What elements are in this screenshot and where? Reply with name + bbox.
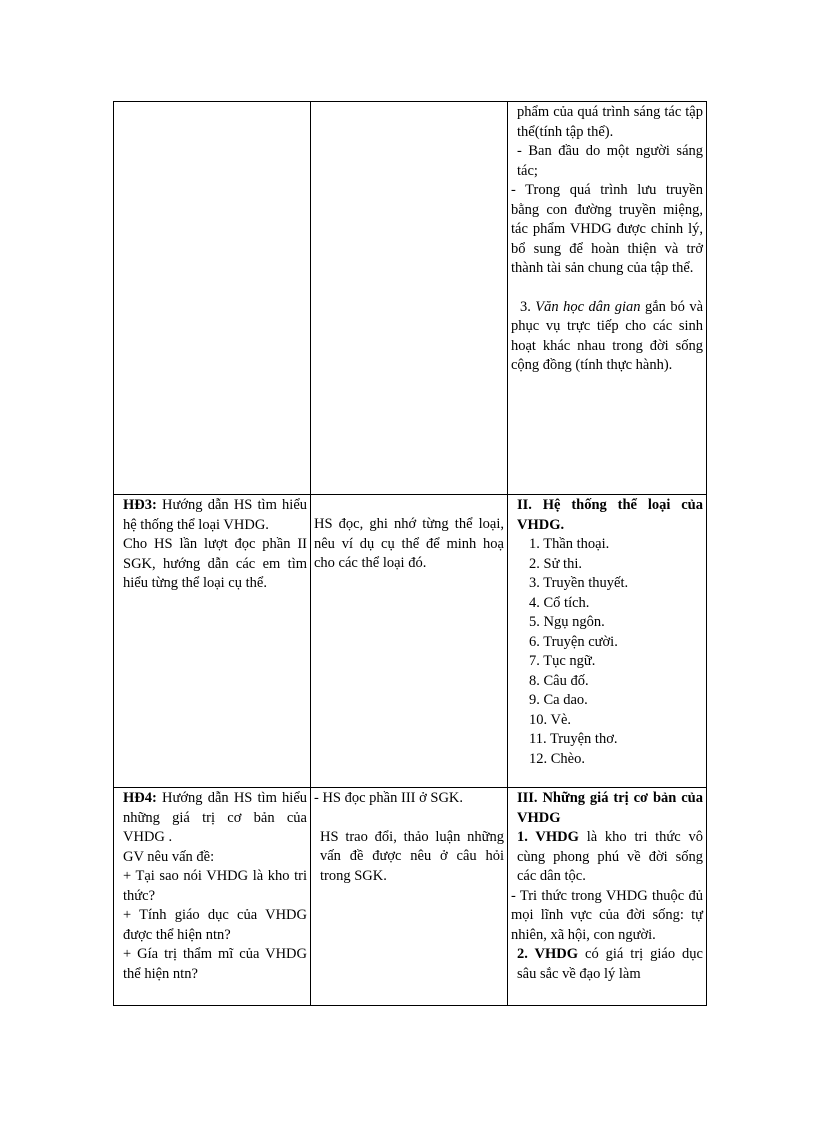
question-item: + Tính giáo dục của VHDG được thể hiện ntn? [123,907,307,943]
genre-list [511,535,703,769]
question-item: + Gía trị thẩm mĩ của VHDG thể hiện ntn? [123,946,307,982]
question-item: + Tại sao nói VHDG là kho tri thức? [123,868,307,904]
content-cell [508,102,707,495]
content-paragraph: - Ban đầu do một người sáng tác; [517,143,703,179]
list-item: 5. Ngụ ngôn. [529,614,605,630]
list-item: 8. Câu đố. [529,672,589,689]
list-item: 12. Chèo. [529,750,585,767]
student-activity-text: - HS đọc phần III ở SGK. [314,790,464,806]
student-activity-text: HS trao đổi, thảo luận những vấn đề được nêu ở câu hỏi trong SGK. [320,828,504,884]
section-heading: III. Những giá trị cơ bản của VHDG [517,790,703,826]
student-activity-cell [311,495,508,788]
content-paragraph: 3. Văn học dân gian gắn bó và phục vụ trực tiếp cho các sinh hoạt khác nhau trong đời sống cộng đồng (tính thực hành). [511,298,704,373]
list-item: 2. Sử thi. [529,555,582,572]
list-item: 10. Vè. [529,711,572,728]
content-paragraph: 2. VHDG có giá trị giáo dục sâu sắc về đạo lý làm [517,946,703,982]
table-row [114,788,707,1006]
content-paragraph: - Trong quá trình lưu truyền bằng con đường truyền miệng, tác phẩm VHDG được chỉnh lý, bổ sung để hoàn thiện và trở thành tài sản chung của tập thể. [511,182,703,276]
content-paragraph: - Tri thức trong VHDG thuộc đủ mọi lĩnh vực của đời sống: tự nhiên, xã hội, con người. [511,887,703,943]
content-cell [508,788,707,1006]
teacher-activity-cell [114,495,311,788]
table-row [114,495,707,788]
italic-term: Văn học dân gian [535,298,641,315]
student-activity-cell [311,102,508,495]
content-cell [508,495,707,788]
teacher-activity-cell [114,102,311,495]
table-row [114,102,707,495]
activity-heading: HĐ4: Hướng dẫn HS tìm hiểu những giá trị cơ bản của VHDG . [123,790,308,845]
lesson-plan-table [113,101,707,1006]
activity-text: Cho HS lần lượt đọc phần II SGK, hướng dẫn các em tìm hiểu từng thể loại cụ thể. [123,536,307,591]
list-item: 7. Tục ngữ. [529,653,596,669]
content-paragraph: 1. VHDG là kho tri thức vô cùng phong phú về đời sống các dân tộc. [517,829,703,884]
list-item: 11. Truyện thơ. [529,731,618,747]
activity-heading: HĐ3: Hướng dẫn HS tìm hiểu hệ thống thể loại VHDG. [123,497,308,533]
list-item: 6. Truyện cười. [529,633,618,650]
list-item: 4. Cổ tích. [529,594,590,611]
list-item: 1. Thần thoại. [529,536,610,552]
section-heading: II. Hệ thống thể loại của VHDG. [517,497,703,533]
list-item: 9. Ca dao. [529,692,588,708]
student-activity-cell [311,788,508,1006]
content-paragraph: phẩm của quá trình sáng tác tập thể(tính tập thể). [517,104,703,140]
student-activity-text: HS đọc, ghi nhớ từng thể loại, nêu ví dụ cụ thể để minh hoạ cho các thể loại đó. [314,516,504,571]
list-item: 3. Truyền thuyết. [529,575,629,591]
teacher-activity-cell [114,788,311,1006]
activity-text: GV nêu vấn đề: [123,848,215,865]
